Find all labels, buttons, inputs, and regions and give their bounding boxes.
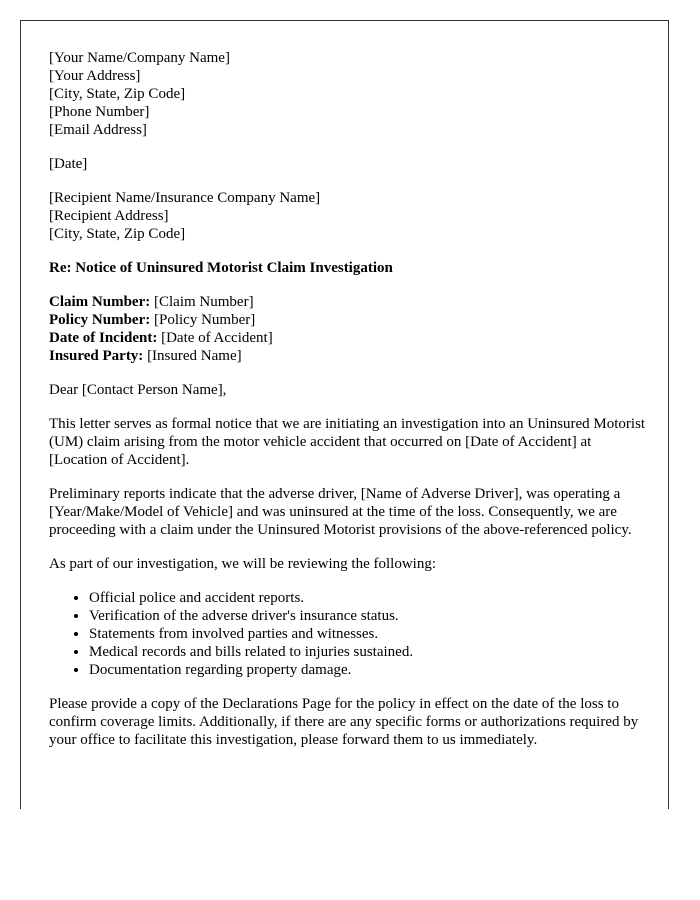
sender-address: [Your Address]: [49, 68, 141, 84]
detail-value: [Insured Name]: [143, 348, 242, 364]
date-text: [Date]: [49, 156, 88, 172]
list-item: • Statements from involved parties and witnesses.: [89, 625, 648, 643]
detail-label: Date of Incident:: [49, 330, 158, 346]
list-item: • Documentation regarding property damage.: [89, 661, 648, 679]
sender-block: [49, 49, 648, 139]
detail-value: [Date of Accident]: [157, 330, 273, 346]
list-item: • Verification of the adverse driver's insurance status.: [89, 607, 648, 625]
detail-label: Insured Party:: [49, 348, 144, 364]
list-item: • Official police and accident reports.: [89, 589, 648, 607]
recipient-address: [Recipient Address]: [49, 208, 169, 224]
sender-city: [City, State, Zip Code]: [49, 86, 186, 102]
detail-row: [49, 347, 648, 365]
detail-row: [49, 329, 648, 347]
recipient-city: [City, State, Zip Code]: [49, 226, 186, 242]
recipient-name: [Recipient Name/Insurance Company Name]: [49, 190, 321, 206]
subject-text: Re: Notice of Uninsured Motorist Claim Investigation: [49, 260, 393, 276]
closing-paragraph: Please provide a copy of the Declarations Page for the policy in effect on the date of the loss to confirm coverage limits. Additionally, if there are any specific forms or authorizations required by your office to facilitate this investigation, please forward them to us immediately.: [49, 696, 639, 748]
recipient-block: [49, 189, 648, 243]
claim-details: [49, 293, 648, 365]
detail-label: Policy Number:: [49, 312, 151, 328]
body-paragraph: As part of our investigation, we will be reviewing the following:: [49, 556, 437, 572]
body-paragraph: Preliminary reports indicate that the adverse driver, [Name of Adverse Driver], was operating a [Year/Make/Model of Vehicle] and was uninsured at the time of the loss. Consequently, we are proceeding with a claim under the Uninsured Motorist provisions of the above-referenced policy.: [49, 486, 632, 538]
review-list: [49, 589, 648, 679]
sender-name: [Your Name/Company Name]: [49, 50, 230, 66]
detail-label: Claim Number:: [49, 294, 151, 310]
letter-page: [20, 20, 669, 809]
detail-value: [Policy Number]: [150, 312, 256, 328]
salutation: Dear [Contact Person Name],: [49, 382, 227, 398]
detail-row: [49, 311, 648, 329]
sender-phone: [Phone Number]: [49, 104, 150, 120]
body-paragraph: This letter serves as formal notice that we are initiating an investigation into an Uninsured Motorist (UM) claim arising from the motor vehicle accident that occurred on [Date of Accident] at [Location of Accident].: [49, 416, 646, 468]
detail-row: [49, 293, 648, 311]
subject-line: [49, 259, 648, 277]
letter-date: [49, 155, 648, 173]
detail-value: [Claim Number]: [150, 294, 254, 310]
sender-email: [Email Address]: [49, 122, 147, 138]
list-item: • Medical records and bills related to injuries sustained.: [89, 643, 648, 661]
